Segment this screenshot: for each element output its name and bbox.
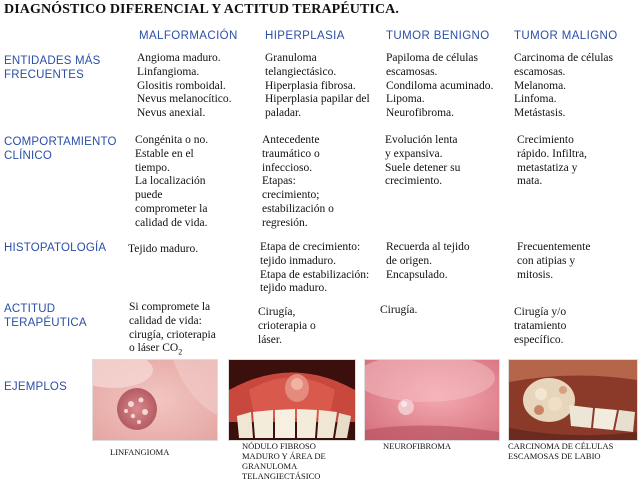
co2-subscript: 2 — [178, 347, 183, 357]
cell-actitud-malformacion — [129, 301, 253, 359]
row-header-comportamiento: COMPORTAMIENTO CLÍNICO — [4, 136, 117, 162]
cell-entidades-tumor-benigno: Papiloma de células escamosas. Condiloma acuminado. Lipoma. Neurofibroma. — [386, 52, 494, 120]
column-header-malformacion: MALFORMACIÓN — [139, 30, 238, 42]
cell-histopatologia-tumor-benigno: Recuerda al tejido de origen. Encapsulado. — [386, 241, 470, 281]
cell-comportamiento-tumor-benigno: Evolución lenta y expansiva. Suele detener su crecimiento. — [385, 134, 461, 188]
cell-histopatologia-tumor-maligno: Frecuentemente con atipias y mitosis. — [517, 241, 591, 281]
row-header-histopatologia: HISTOPATOLOGÍA — [4, 242, 107, 254]
cell-histopatologia-malformacion: Tejido maduro. — [128, 243, 199, 255]
nodulo-fibroso-image — [229, 360, 355, 440]
page-title: DIAGNÓSTICO DIFERENCIAL Y ACTITUD TERAPÉUTICA. — [4, 2, 399, 17]
carcinoma-photo — [508, 359, 638, 441]
cell-entidades-malformacion: Angioma maduro. Linfangioma. Glositis romboidal. Nevus melanocítico. Nevus anexial. — [137, 52, 232, 120]
row-header-actitud: ACTITUD TERAPÉUTICA — [4, 303, 87, 329]
column-header-tumor-maligno: TUMOR MALIGNO — [514, 30, 618, 42]
caption-neurofibroma: NEUROFIBROMA — [383, 441, 452, 451]
caption-carcinoma: CARCINOMA DE CÉLULAS ESCAMOSAS DE LABIO — [508, 441, 614, 461]
caption-linfangioma: LINFANGIOMA — [110, 447, 170, 457]
cell-histopatologia-hiperplasia: Etapa de crecimiento: tejido inmaduro. Etapa de estabilización: tejido maduro. — [260, 241, 370, 295]
cell-actitud-tumor-maligno: Cirugía y/o tratamiento específico. — [514, 306, 567, 346]
cell-comportamiento-hiperplasia: Antecedente traumático o infeccioso. Etapas: crecimiento; estabilización o regresión. — [262, 134, 334, 229]
cell-actitud-malformacion-text: Si compromete la calidad de vida: cirugía, crioterapia o láser CO — [129, 301, 216, 355]
linfangioma-image — [93, 360, 217, 440]
cell-entidades-tumor-maligno: Carcinoma de células escamosas. Melanoma. Linfoma. Metástasis. — [514, 52, 613, 120]
cell-comportamiento-malformacion: Congénita o no. Estable en el tiempo. La localización puede comprometer la calidad de vida. — [135, 134, 209, 229]
column-header-hiperplasia: HIPERPLASIA — [265, 30, 345, 42]
carcinoma-image — [509, 360, 637, 440]
neurofibroma-image — [365, 360, 499, 440]
nodulo-fibroso-photo — [228, 359, 356, 441]
caption-nodulo-fibroso: NÓDULO FIBROSO MADURO Y ÁREA DE GRANULOMA TELANGIECTÁSICO — [242, 441, 326, 481]
neurofibroma-photo — [364, 359, 500, 441]
row-header-entidades: ENTIDADES MÁS FRECUENTES — [4, 55, 101, 81]
cell-comportamiento-tumor-maligno: Crecimiento rápido. Infiltra, metastatiza y mata. — [517, 134, 587, 188]
linfangioma-photo — [92, 359, 218, 441]
row-header-ejemplos: EJEMPLOS — [4, 381, 67, 393]
cell-actitud-tumor-benigno: Cirugía. — [380, 304, 418, 316]
cell-entidades-hiperplasia: Granuloma telangiectásico. Hiperplasia fibrosa. Hiperplasia papilar del paladar. — [265, 52, 370, 120]
cell-actitud-hiperplasia: Cirugía, crioterapia o láser. — [258, 306, 316, 346]
column-header-tumor-benigno: TUMOR BENIGNO — [386, 30, 490, 42]
